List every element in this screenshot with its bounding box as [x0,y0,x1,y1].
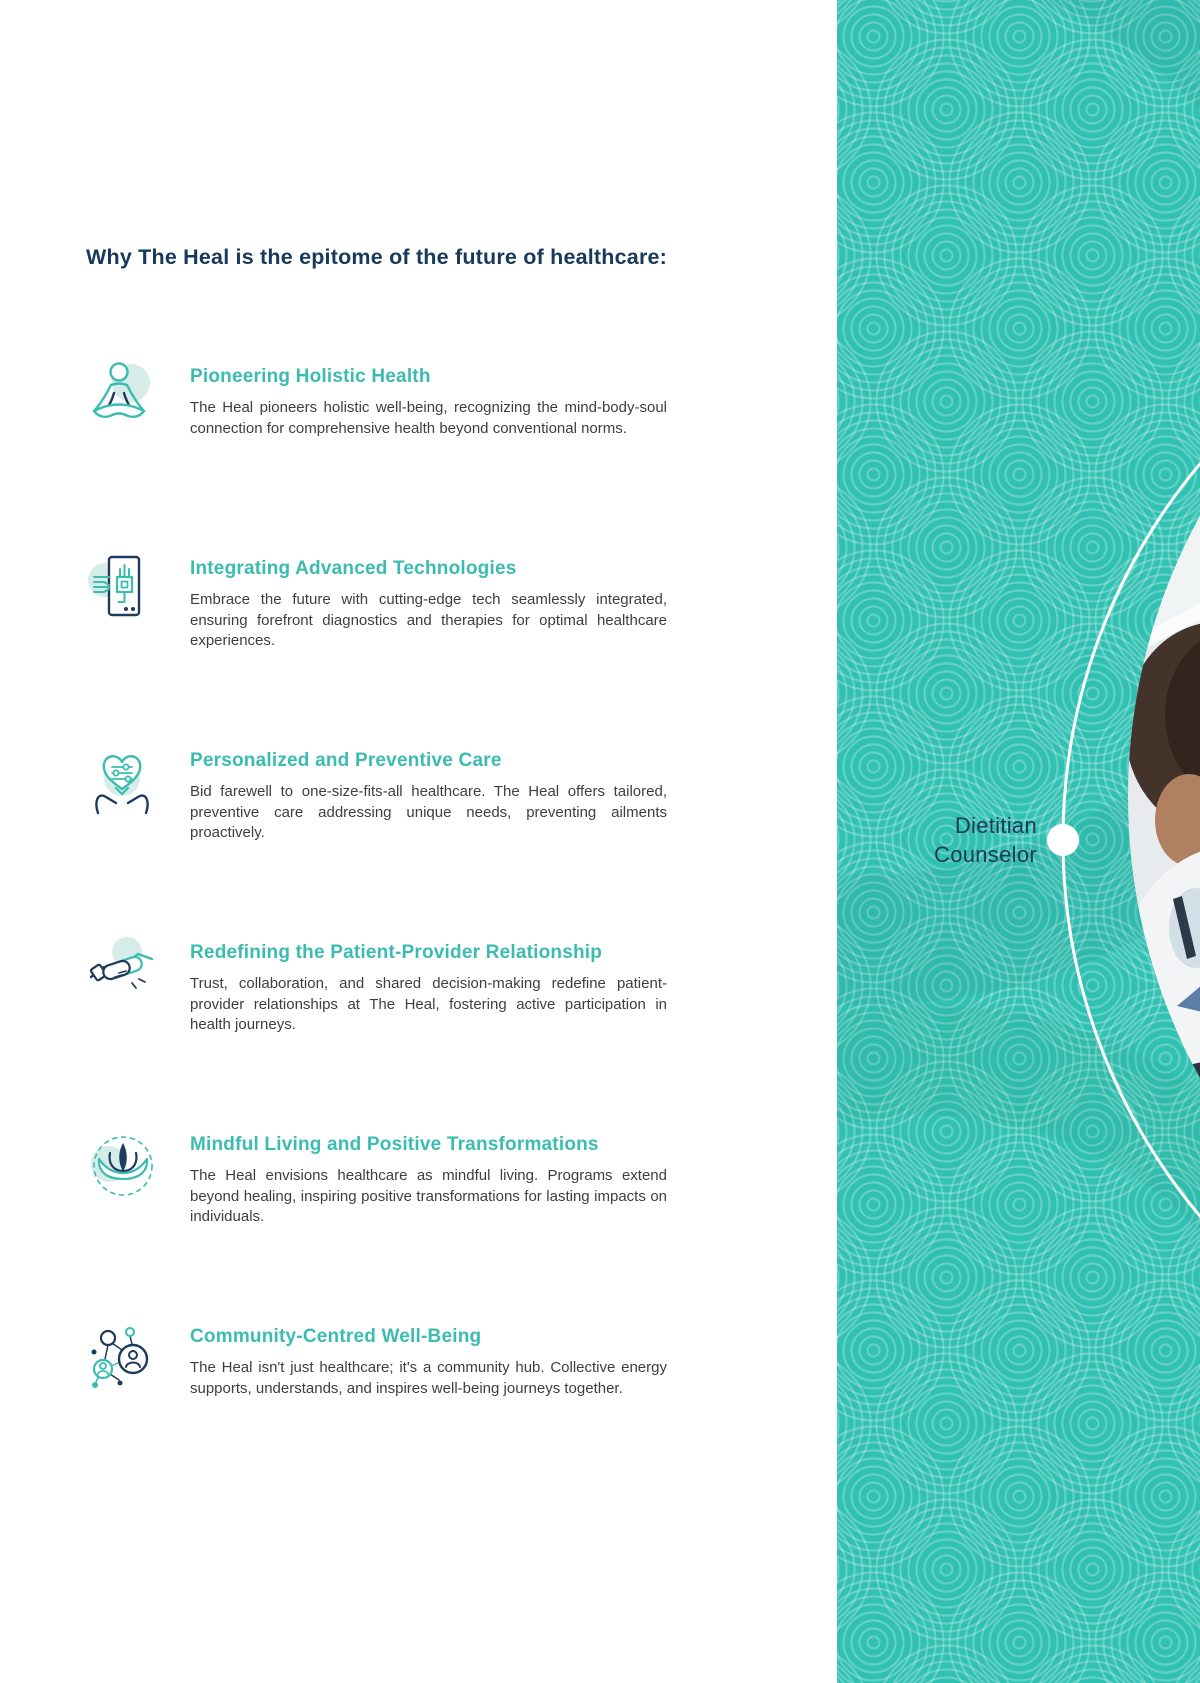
feature-description: The Heal isn't just healthcare; it's a community hub. Collective energy supports, understands, and inspires well-being journeys together. [190,1359,667,1397]
feature-description: Trust, collaboration, and shared decision-making redefine patient-provider relationships at The Heal, fostering active participation in health journeys. [190,975,667,1033]
handshake-icon [86,934,158,1012]
side-panel [837,0,1200,1683]
role-label-line1: Dietitian [954,813,1037,838]
meditation-icon [86,358,158,436]
feature-description: Bid farewell to one-size-fits-all healthcare. The Heal offers tailored, preventive care addressing unique needs, preventing ailments proactively. [190,783,667,841]
role-label [837,811,1037,869]
medical-tech-chip-icon [86,550,158,628]
feature-title: Redefining the Patient-Provider Relationship [190,942,603,963]
feature-description: Embrace the future with cutting-edge tech seamlessly integrated, ensuring forefront diagnostics and therapies for optimal healthcare experiences. [190,591,667,649]
feature-item [86,1324,676,1399]
feature-item [86,556,676,652]
community-network-icon [86,1318,158,1396]
orbit-dot [1047,824,1079,856]
feature-title: Personalized and Preventive Care [190,750,502,771]
lotus-icon [86,1126,158,1204]
feature-title: Integrating Advanced Technologies [190,558,517,579]
feature-description: The Heal pioneers holistic well-being, recognizing the mind-body-soul connection for comprehensive health beyond conventional norms. [190,399,667,437]
page-title: Why The Heal is the epitome of the future of healthcare: [86,245,668,269]
role-label-line2: Counselor [934,842,1037,867]
feature-item [86,940,676,1036]
feature-title: Community-Centred Well-Being [190,1326,482,1347]
feature-item [86,1132,676,1228]
feature-item [86,364,676,439]
hands-heart-settings-icon [86,742,158,820]
feature-title: Pioneering Holistic Health [190,366,431,387]
feature-item [86,748,676,844]
feature-description: The Heal envisions healthcare as mindful living. Programs extend beyond healing, inspiring positive transformations for lasting impacts on individuals. [190,1167,667,1225]
feature-title: Mindful Living and Positive Transformations [190,1134,599,1155]
